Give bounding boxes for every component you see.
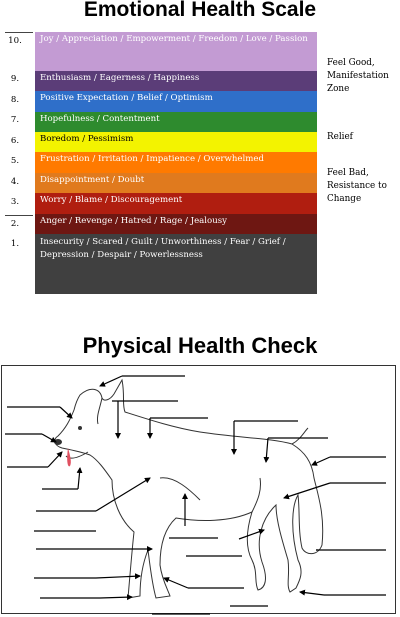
scale-number: 3.	[10, 197, 20, 207]
scale-row-label: Boredom / Pessimism	[40, 134, 134, 144]
scale-number: 10.	[8, 36, 22, 46]
scale-row-label: Frustration / Irritation / Impatience / Overwhelmed	[40, 154, 264, 164]
scale-row-label: Joy / Appreciation / Empowerment / Freedom / Love / Passion	[40, 34, 308, 44]
scale-number: 7.	[10, 115, 20, 125]
feel-good-zone-label: Feel Good, Manifestation Zone	[327, 58, 389, 94]
scale-number: 8.	[10, 95, 20, 105]
scale-row-label: Worry / Blame / Discouragement	[40, 195, 183, 205]
scale-number: 5.	[10, 156, 20, 166]
scale-row-label: Positive Expectation / Belief / Optimism	[40, 93, 213, 103]
emotional-scale-title: Emotional Health Scale	[83, 0, 317, 21]
scale-row-label: Disappointment / Doubt	[40, 175, 145, 185]
relief-zone-label: Relief	[327, 132, 353, 142]
scale-number: 4.	[10, 177, 20, 187]
eye-mark	[78, 426, 82, 430]
scale-row-label: Insecurity / Scared / Guilt / Unworthiness / Fear / Grief / Depression / Despair / Powerlessness	[40, 237, 286, 260]
scale-row-label: Hopefulness / Contentment	[40, 114, 160, 124]
dog-outline	[55, 380, 323, 598]
scale-number: 1.	[10, 239, 20, 249]
scale-number: 9.	[10, 74, 20, 84]
feel-bad-zone-label: Feel Bad, Resistance to Change	[327, 168, 387, 204]
scale-number: 6.	[10, 136, 20, 146]
scale-row-label: Enthusiasm / Eagerness / Happiness	[40, 73, 200, 83]
scale-number: 2.	[10, 219, 20, 229]
physical-check-title: Physical Health Check	[82, 333, 318, 358]
tongue-mark	[67, 448, 71, 466]
scale-row-label: Anger / Revenge / Hatred / Rage / Jealousy	[40, 216, 228, 226]
